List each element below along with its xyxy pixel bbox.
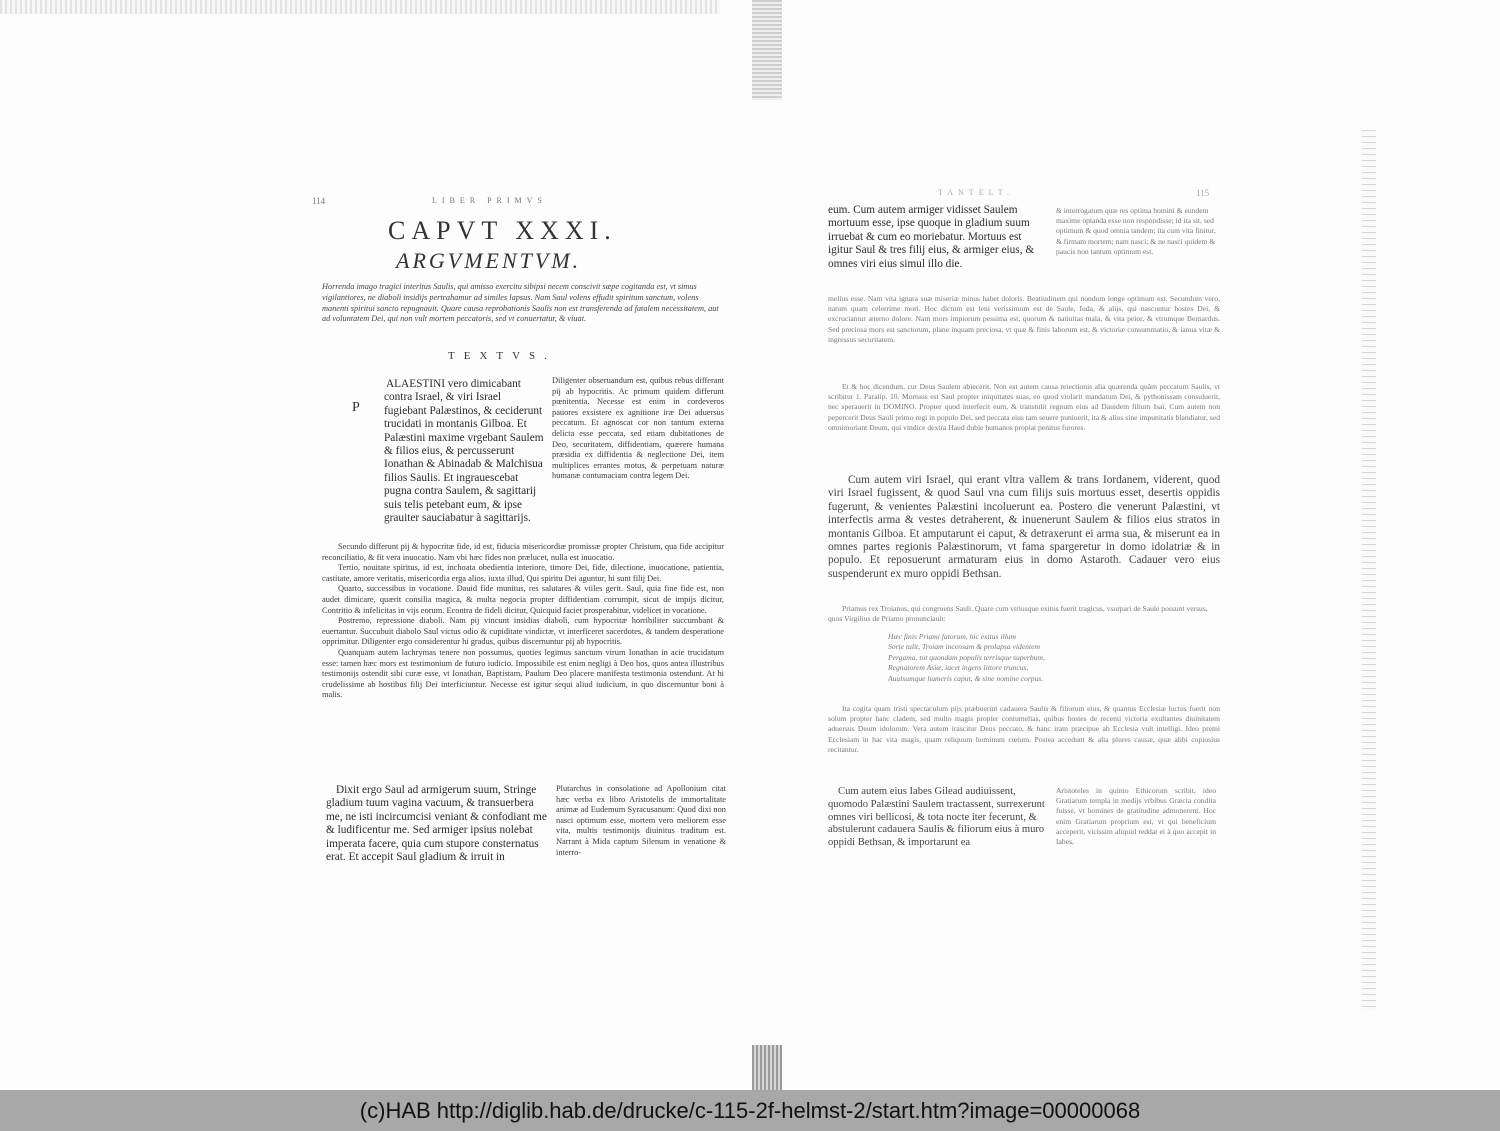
commentary-column-1: Diligenter obseruandum est, quibus rebus differant pij ab hypocritis. Ac primum quidem differunt pœnitentia. Necesse est enim in cordeveros pauores exsistere ex agnitione iræ Dei aduersus peccatum. Et agnoscat cor non tantum externa delicta esse peccata, sed etiam dubitationes de Deo, securitatem, diffidentiam, quærere humana præsidia ex diffidentia & neglectione Dei, item multiplices errantes motus, & perpetuam naturæ humanæ contumaciam contra legem Dei. [552,376,724,481]
textus-heading: TEXTVS. [448,350,556,362]
page-edge-right [1362,130,1376,1010]
commentary-block-4: Ita cogita quam tristi spectaculum pijs præbuerint cadauera Saulis & filiorum eius, & quantus Ecclesiæ luctus fuerit non solum propter hanc cladem, sed multo magis propter contumelias, quibus hostes de recenti victoria exultantes diuinitatem aduersus Deum idolorum. Vera autem irascitur Deus peccato, & hanc iram præcipue ab Ecclesia vult intelligi. Ideo premi Ecclesiam in hac vita magis, quam reliquum hominum cœtum. Postea accedunt & alia plures causæ, quæ alibi copiosius recitantur. [828,704,1220,754]
commentary-paragraph: Quarto, successibus in vocatione. Dauid fide munitus, res salutares & viiles gerit. Saul, quia fine fide est, non audet dimicare, quærit consilia magica, & multa negocia propter diffidentiam corrumpit, sicut de impijs dicitur, Contritio & infelicitas in vijs eorum. Econtra de fideli dicitur, Quicquid faciet prosperabitur, videlicet in vocatione. [322,584,724,615]
commentary-block-3: Priamus rex Troianus, qui congruens Sauli. Quare cum vtriusque exitus fuerit tragicus, vsurpari de Saule possunt versus, quos Virgilius de Priamo pronunciauit: [828,604,1208,624]
scripture-passage-5: Cum autem eius Iabes Gilead audiuissent, quomodo Palæstini Saulem tractassent, surrexerunt omnes viri bellicosi, & tota nocte iter fecerunt, & abstulerunt cadauera Saulis & filiorum eius à muro oppidi Bethsan, & importarunt ea [828,786,1045,849]
scripture-passage-3: eum. Cum autem armiger vidisset Saulem mortuum esse, ipse quoque in gladium suum irruebat & cum eo moriebatur. Mortuus est igitur Saul & tres filij eius, & armiger eius, & omnes viri eius simul illo die. [828,204,1035,270]
commentary-block-5: Aristoteles in quinto Ethicorum scribit, ideo Gratiarum templa in medijs vrbibus Græcia condita fuisse, vt homines de gratitudine admonerent. Hoc enim Gratiarum proprium est, vt qui beneficium acceperit, vicissim aliquid reddat ei à quo accepit in Iabes, [1056,786,1216,847]
drop-cap: P [352,400,360,415]
scripture-passage-1: ALAESTINI vero dimicabant contra Israel, & viri Israel fugiebant Palæstinos, & ceciderunt trucidati in montanis Gilboa. Et Palæstini maxime vrgebant Saulem & filios eius, & percusserunt Ionathan & Abinadab & Malchisua filios Saulis. Et ingrauescebat pugna contra Saulem, & sagittarij suis telis petebant eum, & ipse grauiter sauciabatur à sagittarijs. [384,378,544,525]
virgil-verse: Hæc finis Priami fatorum, hic exitus illum Sorte tulit, Troiam incensam & prolapsa videntem Pergama, tot quondam populis terrisque superbum, Regnatorem Asiæ, iacet ingens littore truncus, Auulsumque humeris caput, & sine nomine corpus. [888,632,1045,683]
commentary-paragraph: Secundo differunt pij & hypocritæ fide, id est, fiducia misericordiæ promissæ propter Christum, qua fide accipitur reconciliatio, & fit vera inuocatio. Nam vbi hæc fides non prælucet, nulla est inuocatio. [322,542,724,562]
commentary-paragraph: Tertio, nouitate spiritus, id est, inchoata obedientia interiore, timore Dei, fide, dilectione, inuocatione, patientia, castitate, amore veritatis, misericordia erga alios, iuxta illud, Qui spiritu Dei aguntur, hi sunt filij Dei. [322,563,724,583]
left-running-head: LIBER PRIMVS [432,196,547,205]
left-page [312,188,734,888]
commentary-paragraph: Quanquam autem lachrymas tenere non possumus, quoties legimus sanctum virum Ionathan in acie trucidatum esse: tamen hæc mors est testimonium de futuro iudicio. Impossibile est enim negligi à Deo hos, quos antea illustribus testimonijs ostendit sibi curæ esse, vt Ionathan, Baptistam, Paulum Deo placere manifesta testimonia ostendunt. At hi crudelissime ab hostibus filij Dei interficiuntur. Necesse est igitur sequi aliud iudicium, in quo discernuntur boni à malis. [322,647,724,700]
scan-noise-top [0,0,720,14]
right-running-head: TANTELT. [938,188,1015,197]
scripture-passage-2: Dixit ergo Saul ad armigerum suum, Stringe gladium tuum vagina vacuum, & transuerbera me, ne isti incircumcisi veniant & confodiant me & ludificentur me. Sed armiger ipsius nolebat imperata facere, quia cum stupore consternatus erat. Et accepit Saul gladium & irruit in [326,784,547,864]
footer-url-text: (c)HAB http://diglib.hab.de/drucke/c-115-2f-helmst-2/start.htm?image=00000068 [359,1097,1141,1123]
left-page-number: 114 [312,196,326,206]
chapter-heading: CAPVT XXXI. [388,216,617,245]
scripture-passage-4: Cum autem viri Israel, qui erant vltra vallem & trans Iordanem, viderent, quod viri Israel fugissent, & quod Saul vna cum filijs suis mortuus esset, desertis oppidis fugerunt, & venientes Palæstini incoluerunt ea. Postero die venerunt Palæstini, vt interfectis arma & vestes detraherent, & inuenerunt Saulem & filios eius stratos in montanis Gilboa. Et amputarunt ei caput, & detraxerunt ei arma sua, & miserunt ea in omnes partes regionis Palæstinorum, vt fama spargeretur in domo idolatriæ & in populo. Et reposuerunt armaturam eius in domo Astaroth. Cadauer vero eius suspenderunt ex muro oppidi Bethsan. [828,474,1220,580]
commentary-block-1: melius esse. Nam vita ignara suæ miseriæ minus habet doloris. Beatiudinem qui nondum longe optimum est. Secundum vero, natum quam celerrime mori. Hoc dictum est leni verissimum est de Saule, Iuda, & alijs, qui nascuntur hostes Dei, & excruciantur æterno dolore. Nam mors impiorum pessima est, quorum & natiuitas mala, & vita peior, & vtrumque Bernardus. Sed preciosa mors est sanctorum, plane inquam preciosa, vt quæ & finis laborum est, & victoriæ consummatio, & ianua vitæ & ingressus securitatem. [828,294,1220,344]
right-page [818,186,1220,886]
right-page-number: 115 [1196,188,1210,198]
copyright-footer [0,1090,1500,1131]
commentary-paragraph: Postremo, repressione diaboli. Nam pij vincunt insidias diaboli, cum hypocritæ horribiliter succumbant & euertantur. Succubuit diabolo Saul victus odio & cupiditate vindictæ, vt interficeret sacerdotes, & tandem desperatione opprimitur. Diligenter ergo considerentur hi gradus, quibus discernuntur pij ab hypocritis. [322,616,724,647]
argument-text: Horrenda imago tragici interitus Saulis, qui amisso exercitu sibipsi necem conscivit sæpe cogitanda est, vt simus vigilantiores, ne diaboli insidijs pertrahamur ad similes lapsus. Nam Saul volens effudit spiritum sanctum, volens manenti spiritui sancto repugnauit. Quare causa reprobationis Saulis non est transferenda ad fatalem necessitatem, aut ad voluntatem Dei, qui non vult mortem peccatoris, sed vt conuertatur, & viuat. [322,282,719,324]
argument-title: ARGVMENTVM. [396,248,582,273]
side-commentary: & interrogatum quæ res optima homini & eundem maxime optanda esse non respondisse; id ita sit, sed optimum & quod omnia tandem; ita cum vita finitur, & firmam mortem; nam nasci; & ne nasci quidem & paucis non tantum optimum est. [1056,206,1216,256]
binding-gutter-bottom [752,1045,782,1090]
binding-gutter-top [752,0,782,100]
commentary-block-2: Et & hoc dicendum, cur Deus Saulem abiecerit. Non est autem causa reiectionis alia quærenda quàm peccatum Saulis, vt scribitur 1. Paralip. 10. Mortuus est Saul propter iniquitates suas, eo quod violarit mandatum Dei, & pythonissam consuluerit, nec sperauerit in DOMINO. Propter quod interfecit eum, & transtulit regnum eius ad Dauidem filium Isai. Cum autem non pepercerit Deus Sauli primo regi in populo Dei, sed peccata eius tam seuere puniuerit, ita & alios sine impunitatis blandiatur, sed omnimoriant Deum, qui vindice dextra Haud dubie humanos propiat penitus furores. [828,382,1220,432]
commentary-column-2: Plutarchus in consolatione ad Apollonium citat hæc verba ex libro Aristotelis de immortalitate animæ ad Eudemum Syracusanum: Quod dixi non nasci optimum esse, mortem vero meliorem esse vita, multis testimonijs diuinitus traditum est. Narrant à Mida captum Silenum in venatione & interro- [556,784,726,857]
commentary-full-width [322,542,724,701]
